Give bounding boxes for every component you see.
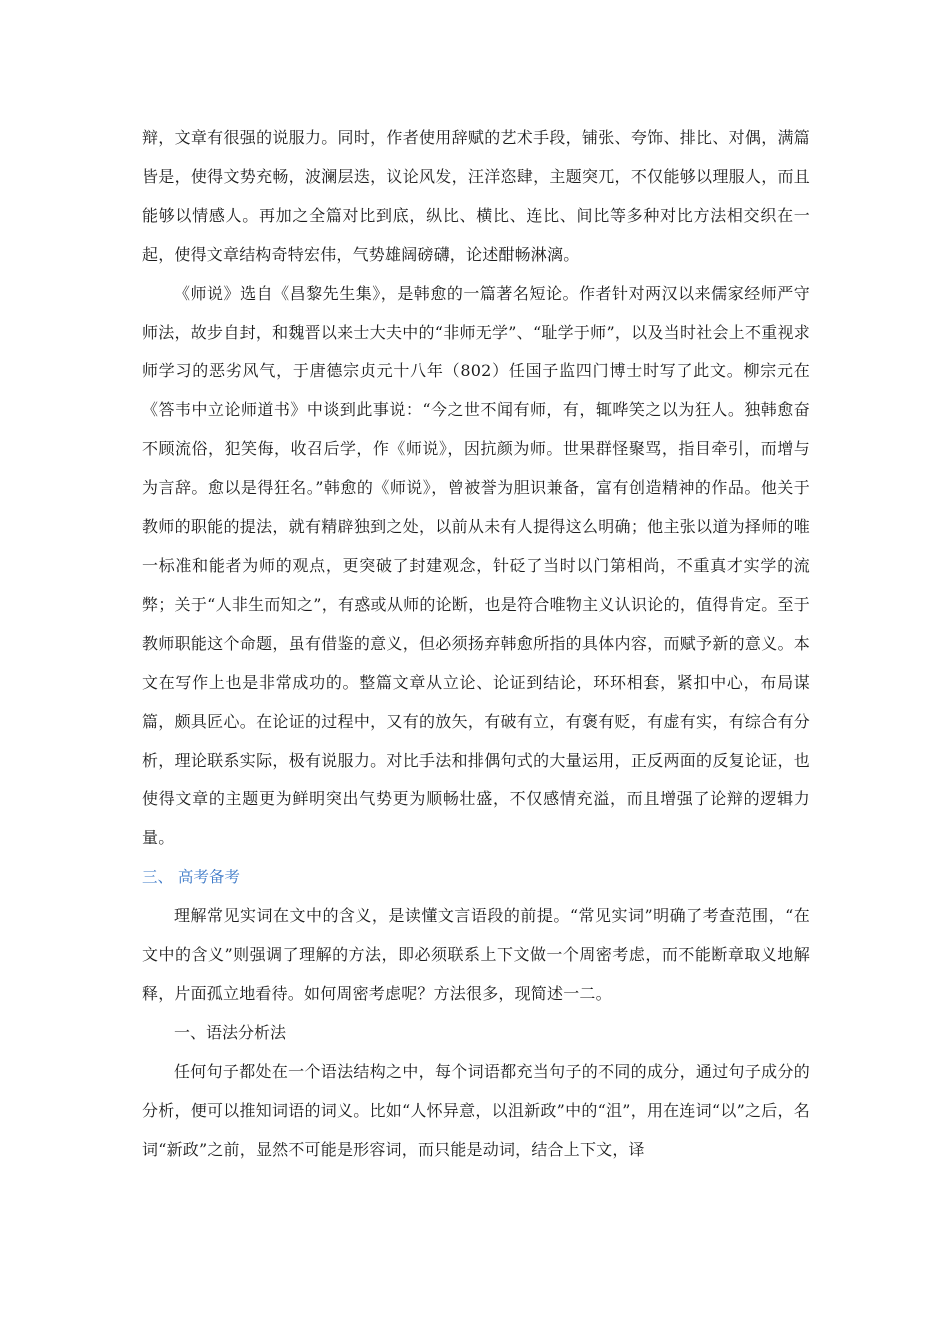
paragraph-exam-prep: 理解常见实词在文中的含义，是读懂文言语段的前提。“常见实词”明确了考查范围，“在文中的含义”则强调了理解的方法，即必须联系上下文做一个周密考虑，而不能断章取义地解释，片面孤立地看待。如何周密考虑呢？方法很多，现简述一二。 xyxy=(142,906,810,1003)
paragraph-continuation: 辩，文章有很强的说服力。同时，作者使用辞赋的艺术手段，铺张、夸饰、排比、对偶，满篇皆是，使得文势充畅，波澜层迭，议论风发，汪洋恣肆，主题突兀，不仅能够以理服人，而且能够以情感人。再加之全篇对比到底，纵比、横比、连比、间比等多种对比方法相交织在一起，使得文章结构奇特宏伟，气势雄阔磅礴，论述酣畅淋漓。 xyxy=(142,128,810,264)
document-body xyxy=(142,119,810,1169)
section-heading: 三、 高考备考 xyxy=(142,868,240,887)
paragraph-shishuo-intro: 《师说》选自《昌黎先生集》，是韩愈的一篇著名短论。作者针对两汉以来儒家经师严守师法，故步自封，和魏晋以来士大夫中的“非师无学”、“耻学于师”，以及当时社会上不重视求师学习的恶劣风气，于唐德宗贞元十八年（802）任国子监四门博士时写了此文。柳宗元在《答韦中立论师道书》中谈到此事说：“今之世不闻有师，有，辄哗笑之以为狂人。独韩愈奋不顾流俗，犯笑侮，收召后学，作《师说》，因抗颜为师。世果群怪聚骂，指目牵引，而增与为言辞。愈以是得狂名。”韩愈的《师说》，曾被誉为胆识兼备，富有创造精神的作品。他关于教师的职能的提法，就有精辟独到之处，以前从未有人提得这么明确；他主张以道为择师的唯一标准和能者为师的观点，更突破了封建观念，针砭了当时以门第相尚，不重真才实学的流弊；关于“人非生而知之”，有惑或从师的论断，也是符合唯物主义认识论的，值得肯定。至于教师职能这个命题，虽有借鉴的意义，但必须扬弃韩愈所指的具体内容，而赋予新的意义。本文在写作上也是非常成功的。整篇文章从立论、论证到结论，环环相套，紧扣中心，布局谋篇，颇具匠心。在论证的过程中，又有的放矢，有破有立，有褒有贬，有虚有实，有综合有分析，理论联系实际，极有说服力。对比手法和排偶句式的大量运用，正反两面的反复论证，也使得文章的主题更为鲜明突出气势更为顺畅壮盛，不仅感情充溢，而且增强了论辩的逻辑力量。 xyxy=(142,283,810,848)
paragraph-grammar-analysis: 任何句子都处在一个语法结构之中，每个词语都充当句子的不同的成分，通过句子成分的分析，便可以推知词语的词义。比如“人怀异意，以沮新政”中的“沮”，用在连词“以”之后，名词“新政”之前，显然不可能是形容词，而只能是动词，结合上下文，译 xyxy=(142,1061,810,1159)
subheading-grammar-analysis: 一、语法分析法 xyxy=(174,1022,287,1042)
